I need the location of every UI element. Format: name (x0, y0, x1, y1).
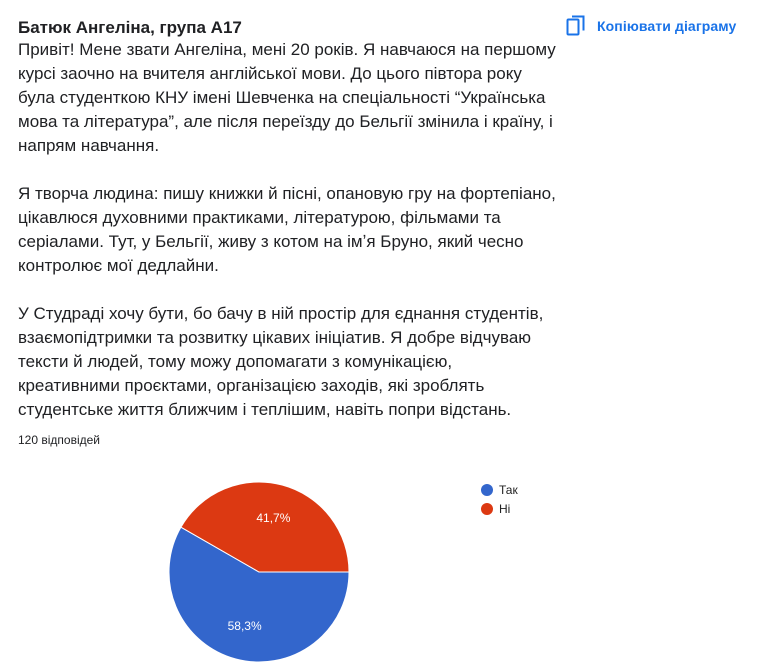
description-paragraph-2: Я творча людина: пишу книжки й пісні, опановую гру на фортепіано, цікавлюся духовними практиками, літературою, фільмами та серіалами. Тут, у Бельгії, живу з котом на імʼя Бруно, який чесно контролює мої дедлайни. (18, 184, 556, 275)
copy-chart-button[interactable] (566, 14, 736, 38)
question-title: Батюк Ангеліна, група А17 (18, 18, 242, 37)
responses-count: 120 відповідей (18, 433, 100, 447)
copy-chart-label: Копіювати діаграму (597, 18, 737, 34)
legend-label-ni: Ні (499, 501, 511, 516)
legend-item-tak[interactable] (481, 480, 518, 499)
pie-label-tak: 58,3% (227, 618, 262, 633)
legend-item-ni[interactable] (481, 499, 518, 518)
description-paragraph-1: Привіт! Мене звати Ангеліна, мені 20 років. Я навчаюся на першому курсі заочно на вчителя англійської мови. До цього півтора року була студенткою КНУ імені Шевченка на спеціальності “Українська мова та література”, але після переїзду до Бельгії змінила і країну, і напрям навчання. (18, 40, 556, 155)
chart-legend (481, 480, 518, 518)
copy-icon (566, 15, 586, 37)
legend-dot-ni (481, 503, 493, 515)
pie-label-ni: 41,7% (256, 511, 291, 526)
legend-dot-tak (481, 484, 493, 496)
description-paragraph-3: У Студраді хочу бути, бо бачу в ній простір для єднання студентів, взаємопідтримки та розвитку цікавих ініціатив. Я добре відчуваю тексти й людей, тому можу допомагати з комунікацією, креативними проєктами, організацією заходів, які зроблять студентське життя ближчим і теплішим, навіть попри відстань. (18, 304, 544, 419)
legend-label-tak: Так (499, 482, 518, 497)
question-description (18, 38, 558, 422)
pie-chart (0, 460, 759, 668)
